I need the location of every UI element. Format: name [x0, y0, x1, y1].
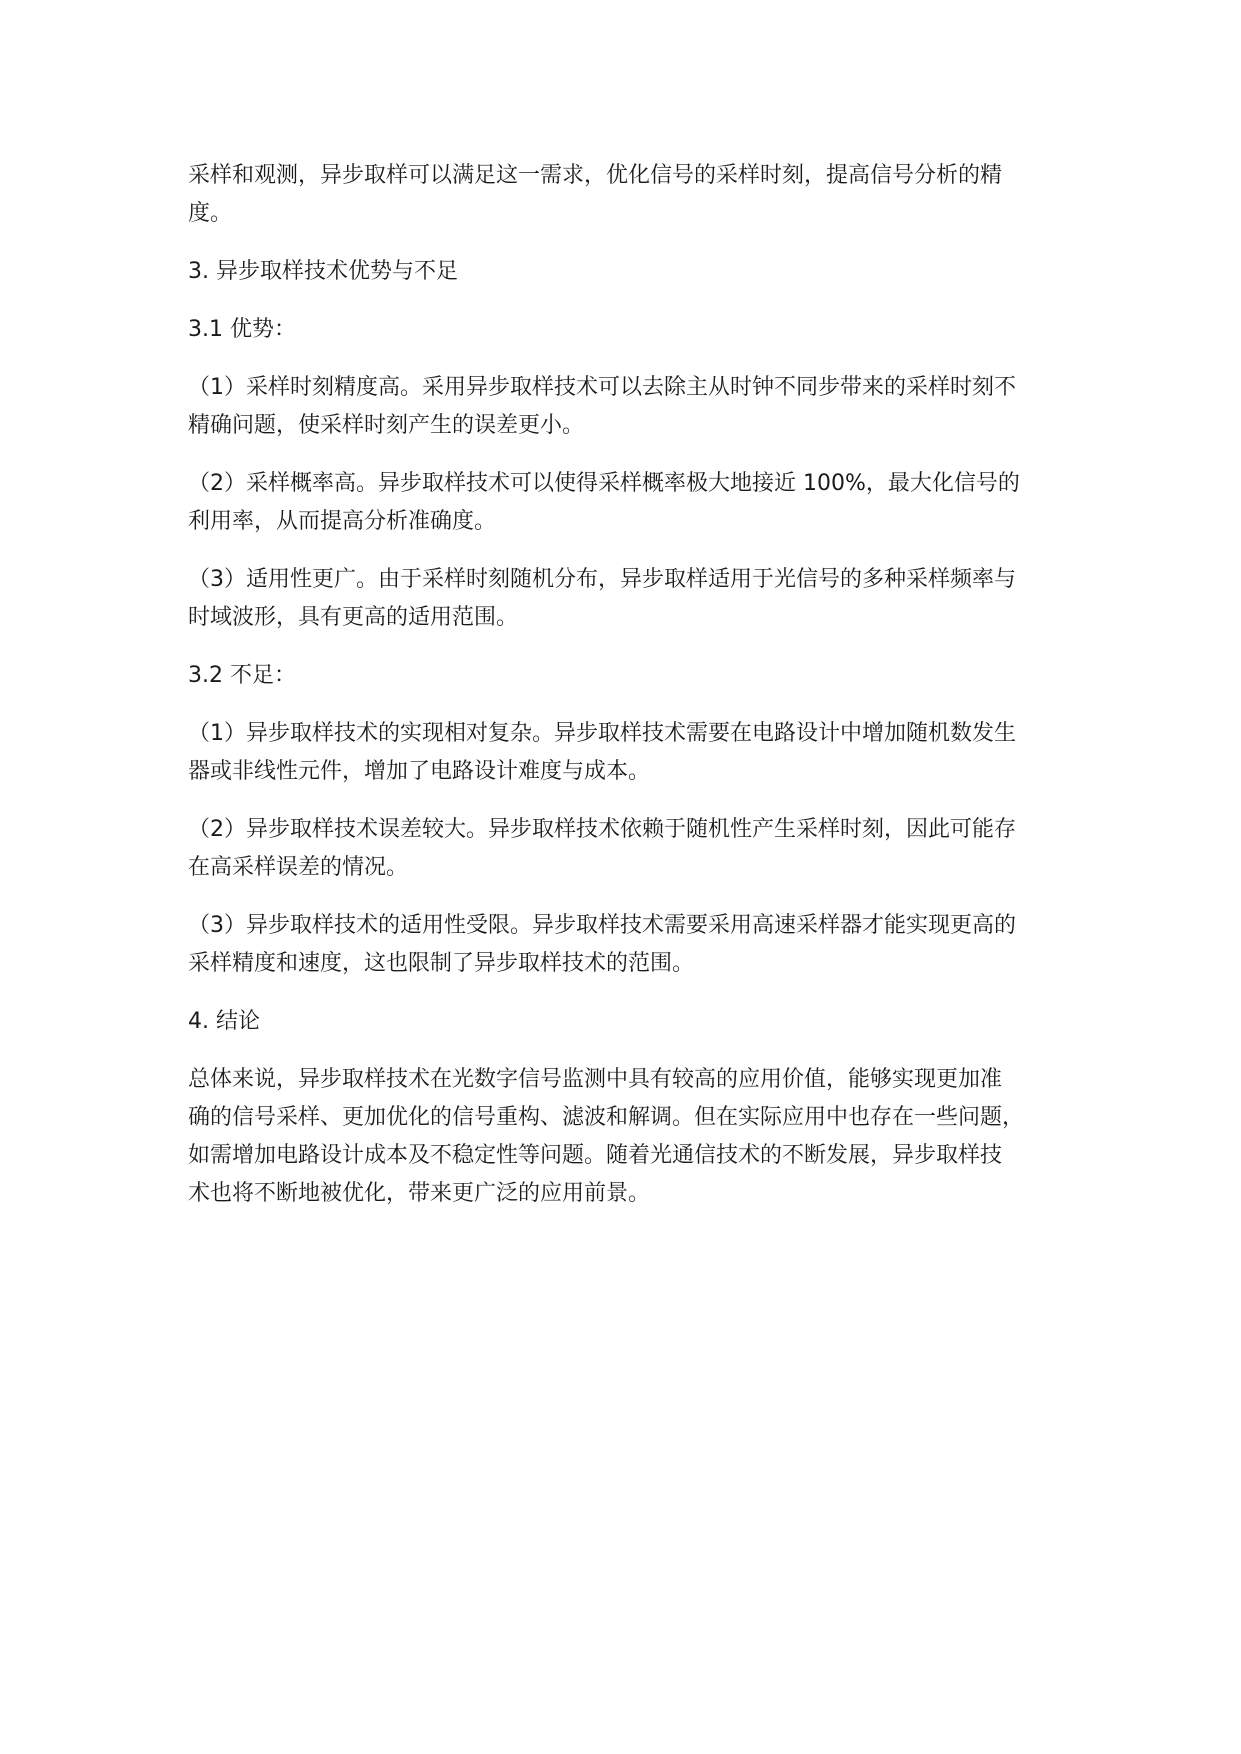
text-line: 利用率，从而提高分析准确度。	[188, 509, 497, 534]
text-line: 采样精度和速度，这也限制了异步取样技术的范围。	[188, 951, 695, 976]
text-line: （2）采样概率高。异步取样技术可以使得采样概率极大地接近 100%，最大化信号的	[188, 471, 1020, 496]
text-line: （1）异步取样技术的实现相对复杂。异步取样技术需要在电路设计中增加随机数发生	[188, 721, 1016, 746]
text-line: 确的信号采样、更加优化的信号重构、滤波和解调。但在实际应用中也存在一些问题，	[188, 1105, 1025, 1130]
heading-text: 4. 结论	[188, 1009, 260, 1034]
subsection-heading-3-1	[188, 311, 1068, 349]
paragraph-disadvantage-2	[188, 811, 1068, 887]
paragraph-advantage-2	[188, 465, 1068, 541]
text-line: 如需增加电路设计成本及不稳定性等问题。随着光通信技术的不断发展，异步取样技	[188, 1143, 1003, 1168]
heading-text: 3.2 不足：	[188, 663, 296, 688]
paragraph-disadvantage-1	[188, 715, 1068, 791]
text-line: 度。	[188, 201, 233, 226]
document-body	[188, 157, 1068, 1233]
paragraph-advantage-3	[188, 561, 1068, 637]
subsection-heading-3-2	[188, 657, 1068, 695]
text-line: 器或非线性元件，增加了电路设计难度与成本。	[188, 759, 651, 784]
text-line: 采样和观测，异步取样可以满足这一需求，优化信号的采样时刻，提高信号分析的精	[188, 163, 1003, 188]
paragraph-advantage-1	[188, 369, 1068, 445]
paragraph-sampling-intro	[188, 157, 1068, 233]
paragraph-disadvantage-3	[188, 907, 1068, 983]
paragraph-conclusion	[188, 1061, 1068, 1213]
heading-text: 3. 异步取样技术优势与不足	[188, 259, 458, 284]
text-line: 时域波形，具有更高的适用范围。	[188, 605, 519, 630]
section-heading-4	[188, 1003, 1068, 1041]
text-line: 精确问题，使采样时刻产生的误差更小。	[188, 413, 585, 438]
text-line: 术也将不断地被优化，带来更广泛的应用前景。	[188, 1181, 651, 1206]
text-line: （2）异步取样技术误差较大。异步取样技术依赖于随机性产生采样时刻，因此可能存	[188, 817, 1016, 842]
text-line: 在高采样误差的情况。	[188, 855, 409, 880]
text-line: 总体来说，异步取样技术在光数字信号监测中具有较高的应用价值，能够实现更加准	[188, 1067, 1003, 1092]
text-line: （1）采样时刻精度高。采用异步取样技术可以去除主从时钟不同步带来的采样时刻不	[188, 375, 1016, 400]
section-heading-3	[188, 253, 1068, 291]
heading-text: 3.1 优势：	[188, 317, 296, 342]
text-line: （3）异步取样技术的适用性受限。异步取样技术需要采用高速采样器才能实现更高的	[188, 913, 1016, 938]
text-line: （3）适用性更广。由于采样时刻随机分布，异步取样适用于光信号的多种采样频率与	[188, 567, 1016, 592]
